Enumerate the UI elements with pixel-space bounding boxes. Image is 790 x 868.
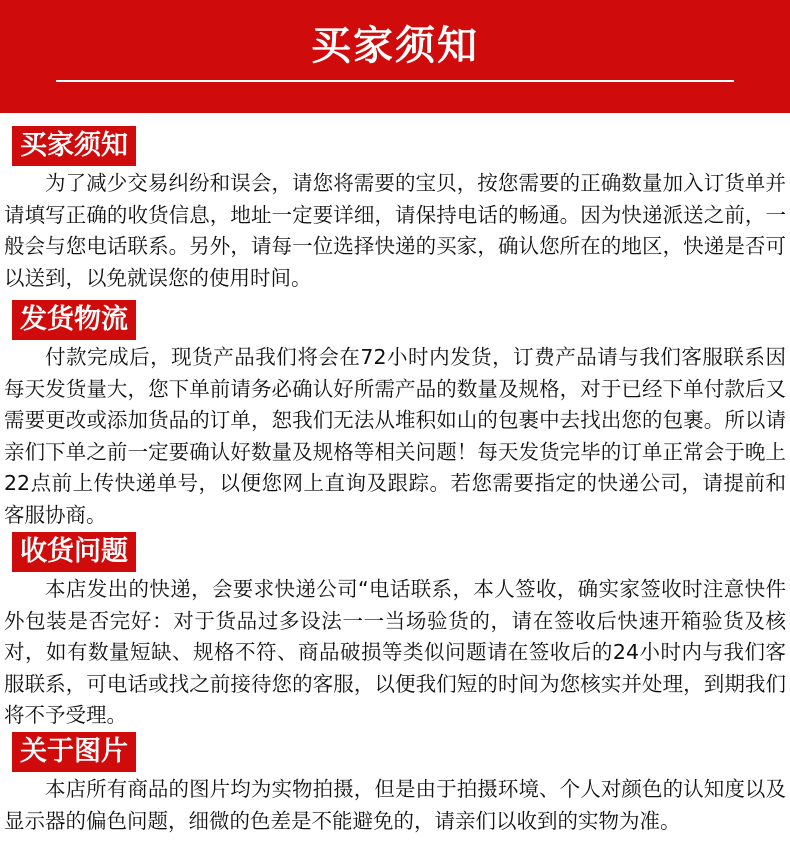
section-title-buyer-notice: 买家须知	[12, 126, 136, 166]
page-title: 买家须知	[311, 23, 479, 69]
section-body-images: 本店所有商品的图片均为实物拍摄，但是由于拍摄环境、个人对颜色的认知度以及显示器的偏色问题，细微的色差是不能避免的，请亲们以收到的实物为准。	[4, 777, 786, 833]
section-body-buyer-notice: 为了减少交易纠纷和误会，请您将需要的宝贝，按您需要的正确数量加入订货单并请填写正确的收货信息，地址一定要详细，请保持电话的畅通。因为快递派送之前，一般会与您电话联系。另外，请每一位选择快递的买家，确认您所在的地区，快递是否可以送到，以免就误您的使用时间。	[4, 171, 786, 290]
header-divider	[56, 80, 734, 82]
section-body-receiving: 本店发出的快递，会要求快递公司“电话联系，本人签收，确实家签收时注意快件外包装是否完好：对于货品过多设法一一当场验货的，请在签收后快速开箱验货及核对，如有数量短缺、规格不符、商品破损等类似问题请在签收后的24小时内与我们客服联系，可电话或找之前接待您的客服，以便我们短的时间为您核实并处理，到期我们将不予受理。	[4, 577, 786, 727]
section-title-shipping: 发货物流	[12, 300, 136, 340]
section-title-receiving: 收货问题	[12, 532, 136, 572]
section-title-images: 关于图片	[12, 732, 136, 772]
header-banner	[0, 0, 790, 113]
section-body-shipping: 付款完成后，现货产品我们将会在72小时内发货，订费产品请与我们客服联系因每天发货量大，您下单前请务必确认好所需产品的数量及规格，对于已经下单付款后又需要更改或添加货品的订单，恕我们无法从堆积如山的包裹中去找出您的包裹。所以请亲们下单之前一定要确认好数量及规格等相关问题！每天发货完毕的订单正常会于晚上22点前上传快递单号，以便您网上直询及跟踪。若您需要指定的快递公司，请提前和客服协商。	[4, 345, 786, 527]
